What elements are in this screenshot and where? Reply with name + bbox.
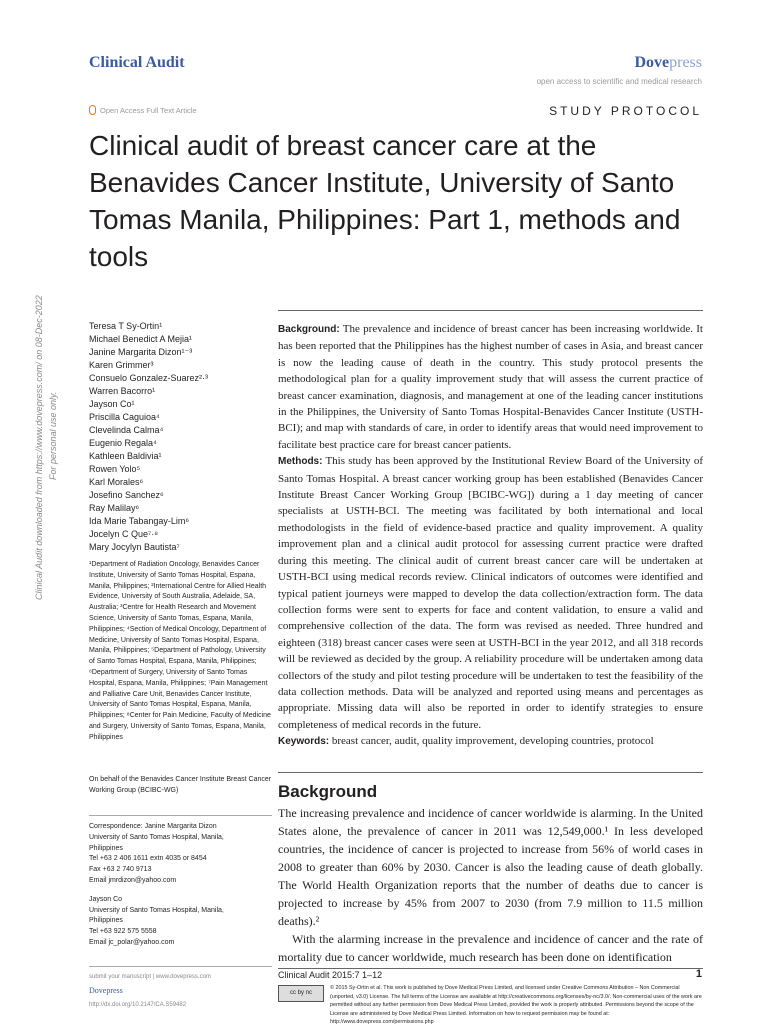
open-access-label bbox=[89, 105, 197, 115]
journal-name: Clinical Audit bbox=[89, 54, 185, 71]
corr-line: Jayson Co bbox=[89, 895, 123, 903]
author-name: Janine Margarita Dizon¹⁻³ bbox=[89, 347, 193, 357]
author-name: Mary Jocylyn Bautista⁷ bbox=[89, 542, 180, 552]
author-name: Jocelyn C Que⁷·⁸ bbox=[89, 529, 159, 539]
citation[interactable]: Clinical Audit 2015:7 1–12 bbox=[278, 970, 383, 980]
correspondence bbox=[89, 822, 272, 949]
body-text bbox=[278, 804, 703, 966]
corr-line: Tel +63 2 406 1611 extn 4035 or 8454 bbox=[89, 855, 207, 863]
section-heading: Background bbox=[278, 782, 378, 801]
divider bbox=[278, 968, 703, 969]
author-name: Consuelo Gonzalez-Suarez²·³ bbox=[89, 373, 209, 383]
article-type: STUDY PROTOCOL bbox=[549, 104, 702, 118]
abstract bbox=[278, 321, 703, 751]
author-name: Michael Benedict A Mejia¹ bbox=[89, 334, 193, 344]
open-access-text: Open Access Full Text Article bbox=[100, 105, 197, 115]
author-name: Eugenio Regala⁴ bbox=[89, 438, 157, 448]
author-list bbox=[89, 320, 269, 554]
corr-email[interactable]: Email jc_polar@yahoo.com bbox=[89, 938, 175, 946]
author-name: Clevelinda Calma⁴ bbox=[89, 425, 164, 435]
abstract-background: The prevalence and incidence of breast cancer has been increasing worldwide. It has been reported that the Philippines has the highest number of cases in Asia, and breast cancer is now the leading cause of death in the country. This study protocol presents the methodological plan for a quality improvement study that will assess the current practice of breast cancer examination, diagnosis, and management at one of the leading cancer institutions in the Philippines, the University of Santo Tomas Hospital-Benavides Cancer Institute (USTH-BCI); and map with standards of care, in order to identify areas that would need improvement to facilitate best practice care for breast cancer patients. bbox=[278, 323, 703, 451]
keywords: breast cancer, audit, quality improvement, developing countries, protocol bbox=[331, 735, 654, 748]
article-title: Clinical audit of breast cancer care at the Benavides Cancer Institute, University of Santo Tomas Manila, Philippines: Part 1, methods and tools bbox=[89, 130, 681, 272]
publisher-light: press bbox=[669, 54, 702, 71]
submit-link[interactable]: submit your manuscript | www.dovepress.com bbox=[89, 974, 211, 980]
author-name: Priscilla Caguioa⁴ bbox=[89, 412, 160, 422]
doi-link[interactable]: http://dx.doi.org/10.2147/CA.S59482 bbox=[89, 1002, 187, 1008]
divider bbox=[89, 966, 272, 967]
author-name: Rowen Yolo⁵ bbox=[89, 464, 141, 474]
cc-license-icon[interactable]: cc by nc bbox=[278, 985, 324, 1002]
footer-publisher[interactable]: Dovepress bbox=[89, 986, 123, 995]
paragraph: The increasing prevalence and incidence of cancer worldwide is alarming. In the United States alone, the prevalence of cancer in 2011 was 12,549,000.¹ In less developed countries, the incidence of cancer is projected to increase from 56% of world cases in 2008 to greater than 60% by 2030. Cancer is also the leading cause of death globally. The World Health Organization reports that the number of deaths due to cancer is projected to increase by 45% from 2007 to 2030 (from 7.9 million to 11.5 million deaths).² bbox=[278, 806, 703, 928]
author-name: Ray Malilay⁶ bbox=[89, 503, 140, 513]
paragraph: With the alarming increase in the prevalence and incidence of cancer and the rate of mortality due to cancer worldwide, much research has been done on identification bbox=[278, 932, 703, 964]
corr-line: Correspondence: Janine Margarita Dizon bbox=[89, 823, 217, 830]
corr-line: Philippines bbox=[89, 844, 123, 852]
divider bbox=[89, 815, 272, 816]
author-name: Teresa T Sy-Ortin¹ bbox=[89, 321, 163, 331]
on-behalf: On behalf of the Benavides Cancer Institute Breast Cancer Working Group (BCIBC-WG) bbox=[89, 776, 272, 794]
abstract-methods-label: Methods: bbox=[278, 456, 323, 468]
open-access-icon bbox=[89, 105, 96, 115]
author-name: Karl Morales⁶ bbox=[89, 477, 144, 487]
publisher-logo[interactable] bbox=[634, 54, 702, 72]
corr-line: University of Santo Tomas Hospital, Manila, bbox=[89, 833, 224, 841]
publisher-bold: Dove bbox=[634, 54, 670, 71]
corr-line: Philippines bbox=[89, 917, 123, 925]
footer-left bbox=[89, 970, 272, 1012]
watermark-line2: For personal use only. bbox=[48, 391, 58, 480]
author-name: Kathleen Baldivia¹ bbox=[89, 451, 162, 461]
keywords-label: Keywords: bbox=[278, 736, 330, 748]
corr-email[interactable]: Email jmrdizon@yahoo.com bbox=[89, 876, 177, 884]
author-name: Jayson Co¹ bbox=[89, 399, 135, 409]
divider bbox=[278, 772, 703, 773]
corr-line: Fax +63 2 740 9713 bbox=[89, 866, 152, 874]
divider bbox=[278, 310, 703, 311]
license-text: © 2015 Sy-Ortin et al. This work is published by Dove Medical Press Limited, and licensed under Creative Commons Attribution – Non Commercial (unported, v3.0) License. The full terms of the License are available at http://creativecommons.org/licenses/by-nc/3.0/. Non-commercial uses of the work are permitted without any further permission from Dove Medical Press Limited, provided the work is properly attributed. Permissions beyond the scope of the License are administered by Dove Medical Press Limited. Information on how to request permission may be found at: http://www.dovepress.com/permissions.php bbox=[330, 985, 702, 1026]
abstract-background-label: Background: bbox=[278, 324, 340, 335]
corr-line: University of Santo Tomas Hospital, Manila, bbox=[89, 906, 224, 914]
page-number: 1 bbox=[695, 968, 702, 980]
affiliations: ¹Department of Radiation Oncology, Benavides Cancer Institute, University of Santo Tomas Hospital, Espana, Manila, Philippines; ²International Centre for Allied Health Evidence, University of South Australia, Adelaide, SA, Australia; ³Centre for Health Research and Movement Science, University of Santo Tomas, Espana, Manila, Philippines; ⁴Section of Medical Oncology, Department of Medicine, University of Santo Tomas Hospital, Espana, Manila, Philippines; ⁵Department of Pathology, University of Santo Tomas Hospital, Espana, Manila, Philippines; ⁶Department of Surgery, University of Santo Tomas Hospital, Espana, Manila, Philippines; ⁷Pain Management and Palliative Care Unit, Benavides Cancer Institute, University of Santo Tomas Hospital, Espana, Manila, Philippines; ⁸Center for Pain Medicine, Faculty of Medicine and Surgery, University of Santo Tomas, Espana, Manila, Philippines bbox=[89, 561, 271, 741]
publisher-tagline: open access to scientific and medical research bbox=[536, 77, 702, 86]
author-name: Ida Marie Tabangay-Lim⁶ bbox=[89, 516, 190, 526]
corr-line: Tel +63 922 575 5558 bbox=[89, 928, 157, 936]
author-name: Karen Grimmer³ bbox=[89, 360, 154, 370]
abstract-methods: This study has been approved by the Institutional Review Board of the University of Santo Tomas Hospital. A breast cancer working group has been established (Benavides Cancer Institute Breast Cancer Working Group [BCIBC-WG]) during a 1 day meeting of cancer specialists at USTH-BCI. The meeting was facilitated by both international and local methodologists in the field of evidence-based practice and quality improvement. A quality improvement plan and a clinical audit protocol for assessing current practice were drafted during this meeting. The clinical audit of current breast cancer care will be undertaken at USTH-BCI using medical records review. Clinical indicators of outcomes were identified and typical patient journeys were mapped to develop the data collection/extraction form. The data collection forms were sent to experts for face and content validation, to ensure a valid and comprehensive collection of the data. The form was revised as needed. Three hundred and eighteen (318) breast cancer cases were seen at USTH-BCI in the year 2012, and all 318 records will be reviewed as decided by the group. A reliability procedure will be undertaken among data collectors of the study and pilot testing procedure will be undertaken to test the feasibility of the data collection methods. Data will be analyzed and reported using means and percentages as appropriate. Missing data will also be reported in order to identify strategies to ensure completeness of medical records in the future. bbox=[278, 455, 703, 731]
author-name: Warren Bacorro¹ bbox=[89, 386, 156, 396]
watermark-line1: Clinical Audit downloaded from https://www.dovepress.com/ on 08-Dec-2022 bbox=[34, 295, 44, 600]
author-name: Josefino Sanchez⁶ bbox=[89, 490, 164, 500]
download-watermark bbox=[34, 240, 84, 610]
